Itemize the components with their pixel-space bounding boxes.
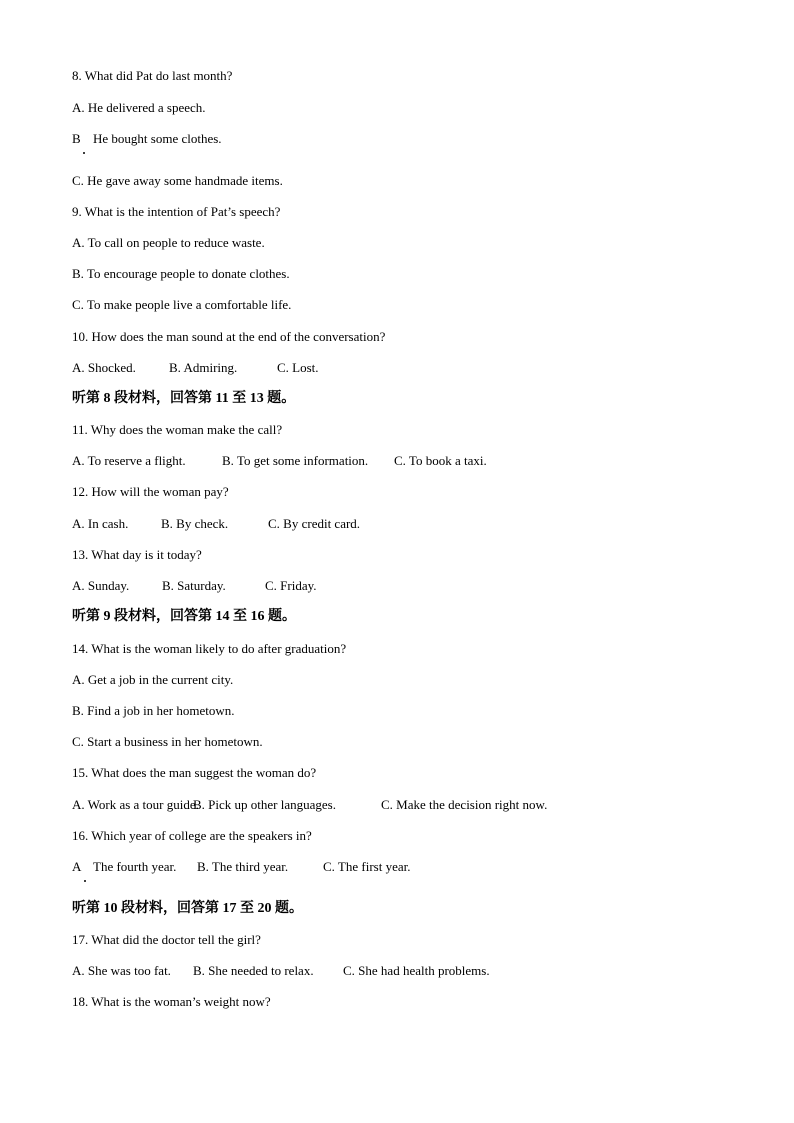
q11-option-c: C. To book a taxi. bbox=[394, 453, 487, 468]
q11-option-b: B. To get some information. bbox=[222, 453, 369, 468]
q10-option-b: B. Admiring. bbox=[169, 360, 238, 375]
question-18: 18. What is the woman’s weight now? bbox=[72, 994, 271, 1009]
question-12: 12. How will the woman pay? bbox=[72, 484, 229, 499]
question-13: 13. What day is it today? bbox=[72, 547, 202, 562]
q17-option-c: C. She had health problems. bbox=[343, 963, 490, 978]
option-dot bbox=[84, 880, 86, 882]
q15-option-b: B. Pick up other languages. bbox=[193, 797, 336, 812]
q13-option-b: B. Saturday. bbox=[162, 578, 226, 593]
question-8: 8. What did Pat do last month? bbox=[72, 68, 233, 83]
q14-option-c: C. Start a business in her hometown. bbox=[72, 734, 263, 749]
q9-option-b: B. To encourage people to donate clothes. bbox=[72, 266, 290, 281]
q11-option-a: A. To reserve a flight. bbox=[72, 453, 186, 468]
q16-option-b: B. The third year. bbox=[197, 859, 289, 874]
q12-option-b: B. By check. bbox=[161, 516, 229, 531]
section-heading-10: 听第 10 段材料，回答第 17 至 20 题。 bbox=[72, 901, 303, 916]
question-11: 11. Why does the woman make the call? bbox=[72, 422, 283, 437]
q14-option-b: B. Find a job in her hometown. bbox=[72, 703, 235, 718]
question-10: 10. How does the man sound at the end of the conversation? bbox=[72, 329, 386, 344]
q9-option-a: A. To call on people to reduce waste. bbox=[72, 235, 265, 250]
q8-option-c: C. He gave away some handmade items. bbox=[72, 173, 283, 188]
q10-option-c: C. Lost. bbox=[277, 360, 319, 375]
q8-option-b: He bought some clothes. bbox=[93, 131, 222, 146]
q16-option-a-letter: A bbox=[72, 859, 82, 874]
q17-option-a: A. She was too fat. bbox=[72, 963, 171, 978]
question-9: 9. What is the intention of Pat’s speech? bbox=[72, 204, 281, 219]
option-dot bbox=[83, 152, 85, 154]
q9-option-c: C. To make people live a comfortable life. bbox=[72, 297, 292, 312]
q14-option-a: A. Get a job in the current city. bbox=[72, 672, 234, 687]
q12-option-c: C. By credit card. bbox=[268, 516, 361, 531]
question-16: 16. Which year of college are the speakers in? bbox=[72, 828, 312, 843]
q16-option-c: C. The first year. bbox=[323, 859, 411, 874]
question-17: 17. What did the doctor tell the girl? bbox=[72, 932, 261, 947]
q10-option-a: A. Shocked. bbox=[72, 360, 136, 375]
section-heading-8: 听第 8 段材料，回答第 11 至 13 题。 bbox=[72, 391, 296, 406]
section-heading-9: 听第 9 段材料，回答第 14 至 16 题。 bbox=[72, 609, 296, 624]
q17-option-b: B. She needed to relax. bbox=[193, 963, 314, 978]
question-14: 14. What is the woman likely to do after graduation? bbox=[72, 641, 347, 656]
q13-option-c: C. Friday. bbox=[265, 578, 317, 593]
q15-option-c: C. Make the decision right now. bbox=[381, 797, 548, 812]
question-15: 15. What does the man suggest the woman do? bbox=[72, 765, 317, 780]
q13-option-a: A. Sunday. bbox=[72, 578, 130, 593]
q8-option-a: A. He delivered a speech. bbox=[72, 100, 206, 115]
q15-option-a: A. Work as a tour guide. bbox=[72, 797, 199, 812]
q12-option-a: A. In cash. bbox=[72, 516, 129, 531]
q8-option-b-letter: B bbox=[72, 131, 81, 146]
q16-option-a: The fourth year. bbox=[93, 859, 177, 874]
